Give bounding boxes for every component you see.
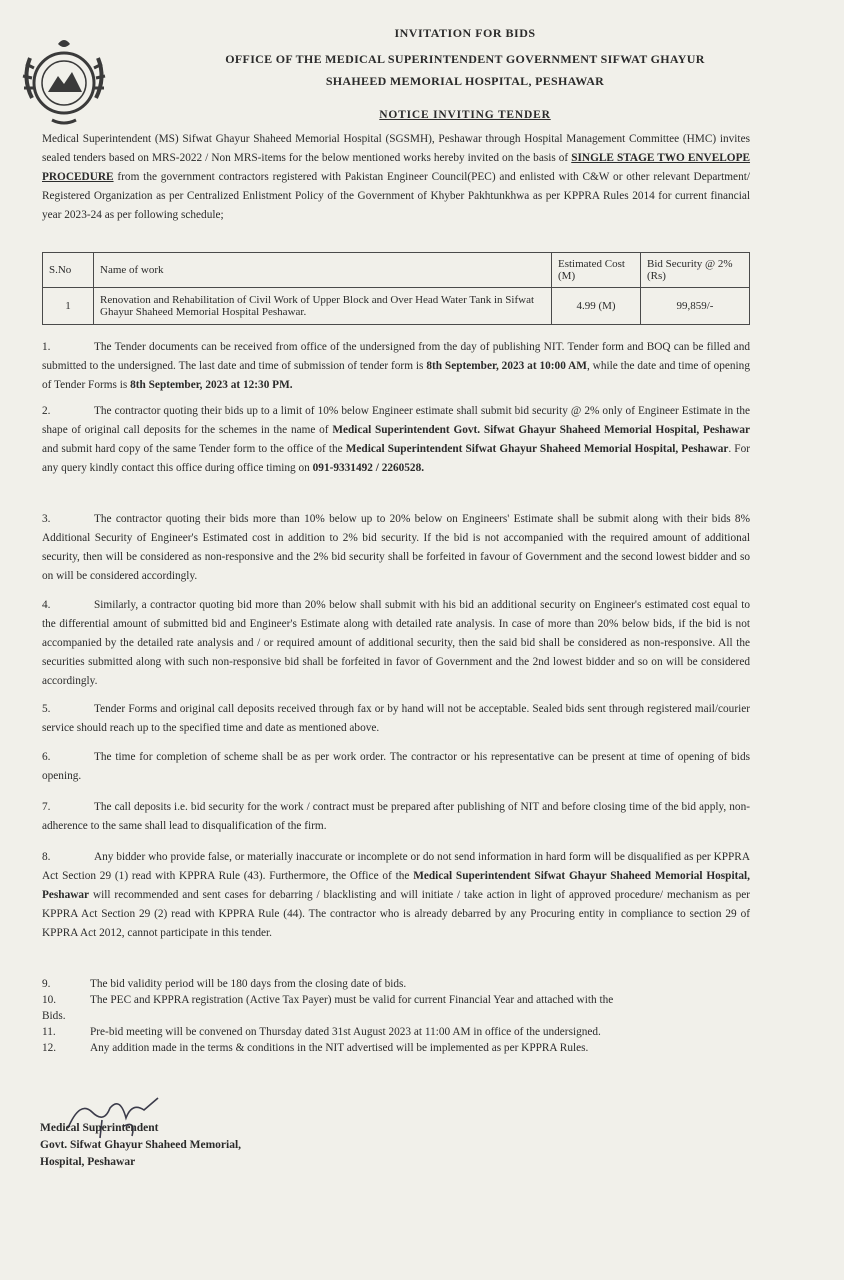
opening-time: 8th September, 2023 at 12:30 PM.	[130, 379, 293, 391]
invitation-title: INVITATION FOR BIDS	[394, 26, 536, 40]
list-text: The PEC and KPPRA registration (Active Tax Payer) must be valid for current Financial Year and attached with the	[90, 994, 614, 1006]
paragraph-number: 5.	[42, 703, 51, 715]
paragraph-text: The call deposits i.e. bid security for the work / contract must be prepared after publishing of NIT and before closing time of the bid apply, non-adherence to the same shall lead to disqualification of the firm.	[42, 801, 750, 832]
header-bid-security: Bid Security @ 2% (Rs)	[641, 253, 750, 288]
paragraph-number: 4.	[42, 599, 51, 611]
paragraph-text: Any bidder who provide false, or materially inaccurate or incomplete or do not send information in hard form will be disqualified as per KPPRA Act Section 29 (1) read with KPPRA Rule (43). Furthermore, the Office of the	[42, 851, 750, 882]
header-sno: S.No	[43, 253, 94, 288]
paragraph-4	[42, 596, 750, 691]
paragraph-text: The time for completion of scheme shall be as per work order. The contractor or his representative can be present at time of opening of bids opening.	[42, 751, 750, 782]
signatory-title: Medical Superintendent	[40, 1122, 159, 1134]
paragraph-number: 8.	[42, 851, 51, 863]
paragraph-8	[42, 848, 750, 943]
contact-phone: 091-9331492 / 2260528.	[312, 462, 425, 474]
government-emblem-logo	[14, 28, 114, 128]
paragraph-2	[42, 402, 750, 478]
office-name: Medical Superintendent Sifwat Ghayur Shaheed Memorial Hospital, Peshawar	[42, 870, 750, 901]
list-number: 11.	[42, 1026, 56, 1038]
list-text: The bid validity period will be 180 days from the closing date of bids.	[90, 978, 407, 990]
table-row	[43, 288, 750, 325]
cell-name-of-work: Renovation and Rehabilitation of Civil Work of Upper Block and Over Head Water Tank in Sifwat Ghayur Shaheed Memorial Hospital Peshawar.	[94, 288, 552, 325]
paragraph-text: and submit hard copy of the same Tender form to the office of the	[42, 443, 343, 455]
intro-text-part1: Medical Superintendent (MS) Sifwat Ghayur Shaheed Memorial Hospital (SGSMH), Peshawar through Hospital Management Committee (HMC) invites sealed tenders based on MRS-2022 / Non MRS-items for the below mentioned works hereby invited on the basis of	[42, 133, 750, 164]
paragraph-number: 2.	[42, 405, 51, 417]
list-item	[42, 1040, 750, 1056]
signatory-location: Hospital, Peshawar	[40, 1156, 136, 1168]
list-number: 10. Bids.	[42, 994, 66, 1022]
paragraph-number: 6.	[42, 751, 51, 763]
cell-bid-security: 99,859/-	[641, 288, 750, 325]
header-name-of-work: Name of work	[94, 253, 552, 288]
paragraph-text: The contractor quoting their bids up to a limit of 10% below Engineer estimate shall submit bid security @ 2% only of Engineer Estimate in the shape of original call deposits for the schemes in the name of	[42, 405, 750, 436]
paragraph-text: . For any query kindly contact this office during office timing on	[42, 443, 750, 474]
paragraph-text: Similarly, a contractor quoting bid more than 20% below shall submit with his bid an additional security on Engineer's estimated cost equal to the differential amount of submitted bid and Engineer's Estimate along with detailed rate analysis. In case of more than 20% below bids, if the bid is not accompanied by the detailed rate analysis and / or required amount of additional security, then the said bid shall be considered as non-responsive. All the securities submitted along with such non-responsive bid shall be forfeited in favor of Government and the 2nd lowest bidder and so on will be considered accordingly.	[42, 599, 750, 687]
paragraph-text: The contractor quoting their bids more than 10% below up to 20% below on Engineers' Estimate shall be submit along with their bids 8% Additional Security of Engineer's Estimated cost in addition to 2% bid security. If the bid is not accompanied with the required amount of additional security, then will be considered as non-responsive and the 2% bid security shall be forfeited in favour of Government and the second lowest bidder and so on will be considered accordingly.	[42, 513, 750, 582]
paragraph-text: , while the date and time of opening of Tender Forms is	[42, 360, 750, 391]
paragraph-number: 3.	[42, 513, 51, 525]
paragraph-5	[42, 700, 750, 738]
paragraph-3	[42, 510, 750, 586]
signatory-office: Govt. Sifwat Ghayur Shaheed Memorial,	[40, 1139, 242, 1151]
signature-block	[40, 1120, 241, 1171]
office-name: Medical Superintendent Sifwat Ghayur Shaheed Memorial Hospital, Peshawar	[345, 443, 729, 455]
office-title-line1: OFFICE OF THE MEDICAL SUPERINTENDENT GOVERNMENT SIFWAT GHAYUR	[225, 52, 705, 66]
list-item	[42, 992, 750, 1022]
paragraph-number: 7.	[42, 801, 51, 813]
list-number: 12.	[42, 1042, 57, 1054]
notice-title: NOTICE INVITING TENDER	[379, 109, 551, 121]
submission-deadline: 8th September, 2023 at 10:00 AM	[426, 360, 587, 372]
list-item	[42, 1024, 750, 1040]
paragraph-number: 1.	[42, 341, 51, 353]
office-title-line2: SHAHEED MEMORIAL HOSPITAL, PESHAWAR	[325, 74, 605, 88]
list-text: Any addition made in the terms & conditions in the NIT advertised will be implemented as per KPPRA Rules.	[90, 1042, 589, 1054]
intro-text-part2: from the government contractors registered with Pakistan Engineer Council(PEC) and enlisted with C&W or other relevant Department/ Registered Organization as per Centralized Enlistment Policy of the Government of Khyber Pakhtunkhwa as per KPPRA Rules 2014 for current financial year 2023-24 as per following schedule;	[42, 171, 750, 221]
paragraph-1	[42, 338, 750, 395]
intro-paragraph	[42, 130, 750, 225]
header-estimated-cost: Estimated Cost (M)	[552, 253, 641, 288]
payee-name: Medical Superintendent Govt. Sifwat Ghayur Shaheed Memorial Hospital, Peshawar	[332, 424, 751, 436]
table-header-row	[43, 253, 750, 288]
paragraph-7	[42, 798, 750, 836]
list-text: Pre-bid meeting will be convened on Thursday dated 31st August 2023 at 11:00 AM in office of the undersigned.	[90, 1026, 601, 1038]
paragraph-text: Tender Forms and original call deposits received through fax or by hand will not be acceptable. Sealed bids sent through registered mail/courier service should reach up to the specified time and date as mentioned above.	[42, 703, 750, 734]
list-item	[42, 976, 750, 992]
cell-sno: 1	[43, 288, 94, 325]
list-number: 9.	[42, 978, 51, 990]
paragraph-text: will recommended and sent cases for debarring / blacklisting and will initiate / take action in light of approved procedure/ mechanism as per KPPRA Act Section 29 (2) read with KPPRA Rule (44). The contractor who is already debarred by any Procuring entity in compliance to section 29 of KPPRA Act 2012, cannot participate in this tender.	[42, 889, 750, 939]
paragraph-6	[42, 748, 750, 786]
paragraph-text: The Tender documents can be received from office of the undersigned from the day of publishing NIT. Tender form and BOQ can be filled and submitted to the undersigned. The last date and time of submission of tender form is	[42, 341, 750, 372]
schedule-table	[42, 252, 750, 325]
cell-estimated-cost: 4.99 (M)	[552, 288, 641, 325]
procedure-underlined: SINGLE STAGE TWO ENVELOPE PROCEDURE	[42, 152, 751, 183]
